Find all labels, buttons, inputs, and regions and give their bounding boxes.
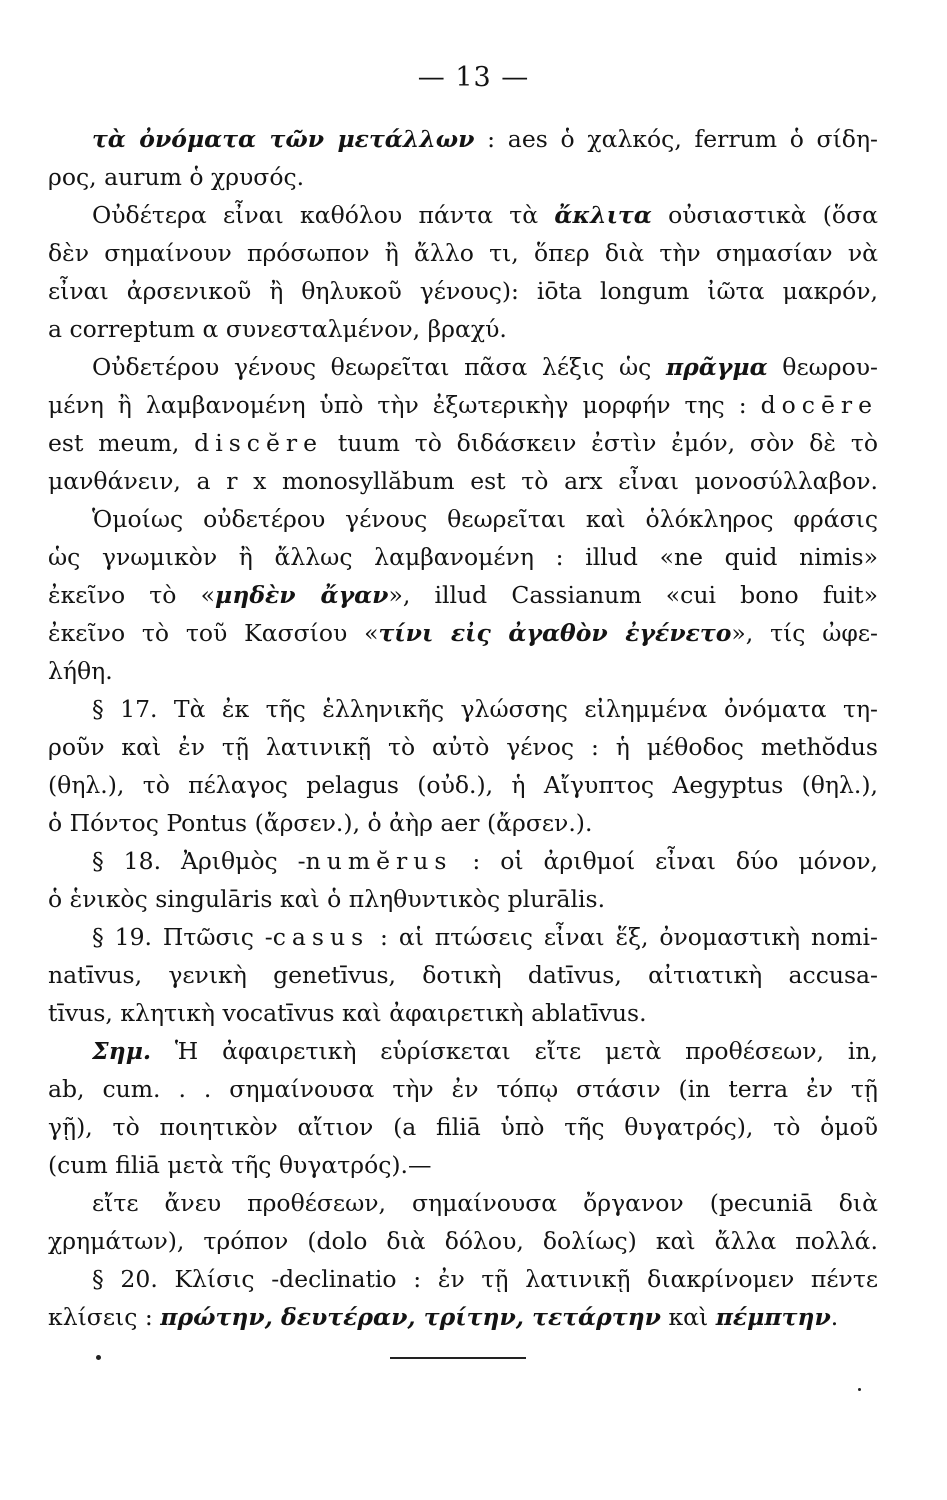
spaced-latin: numĕrus — [305, 847, 453, 875]
text-line: κλίσεις : πρώτην, δευτέραν, τρίτην, τετάρτην καὶ πέμπτην. — [48, 1303, 839, 1331]
page-number: — 13 — — [417, 62, 530, 93]
ink-speck — [96, 1355, 101, 1360]
text-line: μανθάνειν, a r x monosyllăbum est τὸ arx εἶναι μονοσύλλαβον. — [48, 467, 878, 495]
emphasis: πέμπτην — [715, 1303, 831, 1331]
text-line: εἴτε ἄνευ προθέσεων, σημαίνουσα ὄργανον (pecuniā διὰ — [92, 1189, 878, 1217]
spaced-latin: docēre — [760, 391, 878, 419]
note-line: Σημ. Ἡ ἀφαιρετικὴ εὑρίσκεται εἴτε μετὰ προθέσεων, in, — [92, 1037, 878, 1065]
emphasis: μηδὲν ἄγαν — [215, 581, 389, 609]
spaced-latin: discĕre — [194, 429, 324, 457]
text-line: Οὐδέτερα εἶναι καθόλου πάντα τὰ ἄκλιτα οὐσιαστικὰ (ὅσα — [92, 201, 878, 229]
text-line: Οὐδετέρου γένους θεωρεῖται πᾶσα λέξις ὡς πρᾶγμα θεωρου- — [92, 353, 878, 381]
text-line: ροῦν καὶ ἐν τῇ λατινικῇ τὸ αὐτὸ γένος : ἡ μέθοδος methŏdus — [48, 733, 878, 761]
text-line: ὁ ἑνικὸς singulāris καὶ ὁ πληθυντικὸς plurālis. — [48, 885, 606, 913]
emphasis: τὰ ὀνόματα τῶν μετάλλων — [92, 125, 475, 153]
text-line: (θηλ.), τὸ πέλαγος pelagus (οὐδ.), ἡ Αἴγυπτος Aegyptus (θηλ.), — [48, 771, 878, 799]
emphasis: ἄκλιτα — [554, 201, 652, 229]
text-line: natīvus, γενικὴ genetīvus, δοτικὴ datīvus, αἰτιατικὴ accusa- — [48, 961, 878, 989]
section-17: § 17. Τὰ ἐκ τῆς ἑλληνικῆς γλώσσης εἰλημμένα ὀνόματα τη- — [92, 695, 878, 723]
section-19: § 19. Πτῶσις -casus : αἱ πτώσεις εἶναι ἕξ, ὀνομαστικὴ nomi- — [92, 923, 878, 951]
text-line: τὰ ὀνόματα τῶν μετάλλων : aes ὁ χαλκός, ferrum ὁ σίδη- — [92, 125, 878, 153]
text-line: ἐκεῖνο τὸ «μηδὲν ἄγαν», illud Cassianum «cui bono fuit» — [48, 581, 878, 609]
text-line: ρος, aurum ὁ χρυσός. — [48, 163, 305, 191]
text-line: (cum filiā μετὰ τῆς θυγατρός).— — [48, 1151, 432, 1179]
text-line: δὲν σημαίνουν πρόσωπον ἢ ἄλλο τι, ὅπερ διὰ τὴν σημασίαν νὰ — [48, 239, 878, 267]
ink-speck — [858, 1388, 861, 1391]
spaced-latin: casus — [272, 923, 370, 951]
text-line: μένη ἢ λαμβανομένη ὑπὸ τὴν ἐξωτερικὴγ μορφήν της : docēre — [48, 391, 878, 419]
text-line: χρημάτων), τρόπον (dolo διὰ δόλου, δολίως) καὶ ἄλλα πολλά. — [48, 1227, 878, 1255]
text-line: tīvus, κλητικὴ vocatīvus καὶ ἀφαιρετικὴ ablatīvus. — [48, 999, 647, 1027]
text-line: Ὁμοίως οὐδετέρου γένους θεωρεῖται καὶ ὁλόκληρος φράσις — [92, 505, 878, 533]
emphasis: πρώτην, δευτέραν, τρίτην, τετάρτην — [160, 1303, 661, 1331]
text-line: ab, cum. . . σημαίνουσα τὴν ἐν τόπῳ στάσιν (in terra ἐν τῇ — [48, 1075, 878, 1103]
emphasis: τίνι εἰς ἀγαθὸν ἐγένετο — [378, 619, 732, 647]
section-18: § 18. Ἀριθμὸς -numĕrus : οἱ ἀριθμοί εἶναι δύο μόνον, — [92, 847, 878, 875]
text-line: ἐκεῖνο τὸ τοῦ Κασσίου «τίνι εἰς ἀγαθὸν ἐγένετο», τίς ὠφε- — [48, 619, 878, 647]
text-line: a correptum α συνεσταλμένον, βραχύ. — [48, 315, 507, 343]
text-line: est meum, discĕre tuum τὸ διδάσκειν ἐστὶν ἐμόν, σὸν δὲ τὸ — [48, 429, 878, 457]
text-line: γῇ), τὸ ποιητικὸν αἴτιον (a filiā ὑπὸ τῆς θυγατρός), τὸ ὁμοῦ — [48, 1113, 878, 1141]
emphasis: πρᾶγμα — [665, 353, 768, 381]
text-line: ὡς γνωμικὸν ἢ ἄλλως λαμβανομένη : illud «ne quid nimis» — [48, 543, 878, 571]
text-line: λήθη. — [48, 657, 113, 685]
text-line: ὁ Πόντος Pontus (ἄρσεν.), ὁ ἀὴρ aer (ἄρσεν.). — [48, 809, 593, 837]
closing-rule — [390, 1357, 526, 1359]
text-line: εἶναι ἀρσενικοῦ ἢ θηλυκοῦ γένους): iōta longum ἰῶτα μακρόν, — [48, 277, 878, 305]
note-label: Σημ. — [92, 1037, 152, 1065]
section-20: § 20. Κλίσις -declinatio : ἐν τῇ λατινικῇ διακρίνομεν πέντε — [92, 1265, 878, 1293]
